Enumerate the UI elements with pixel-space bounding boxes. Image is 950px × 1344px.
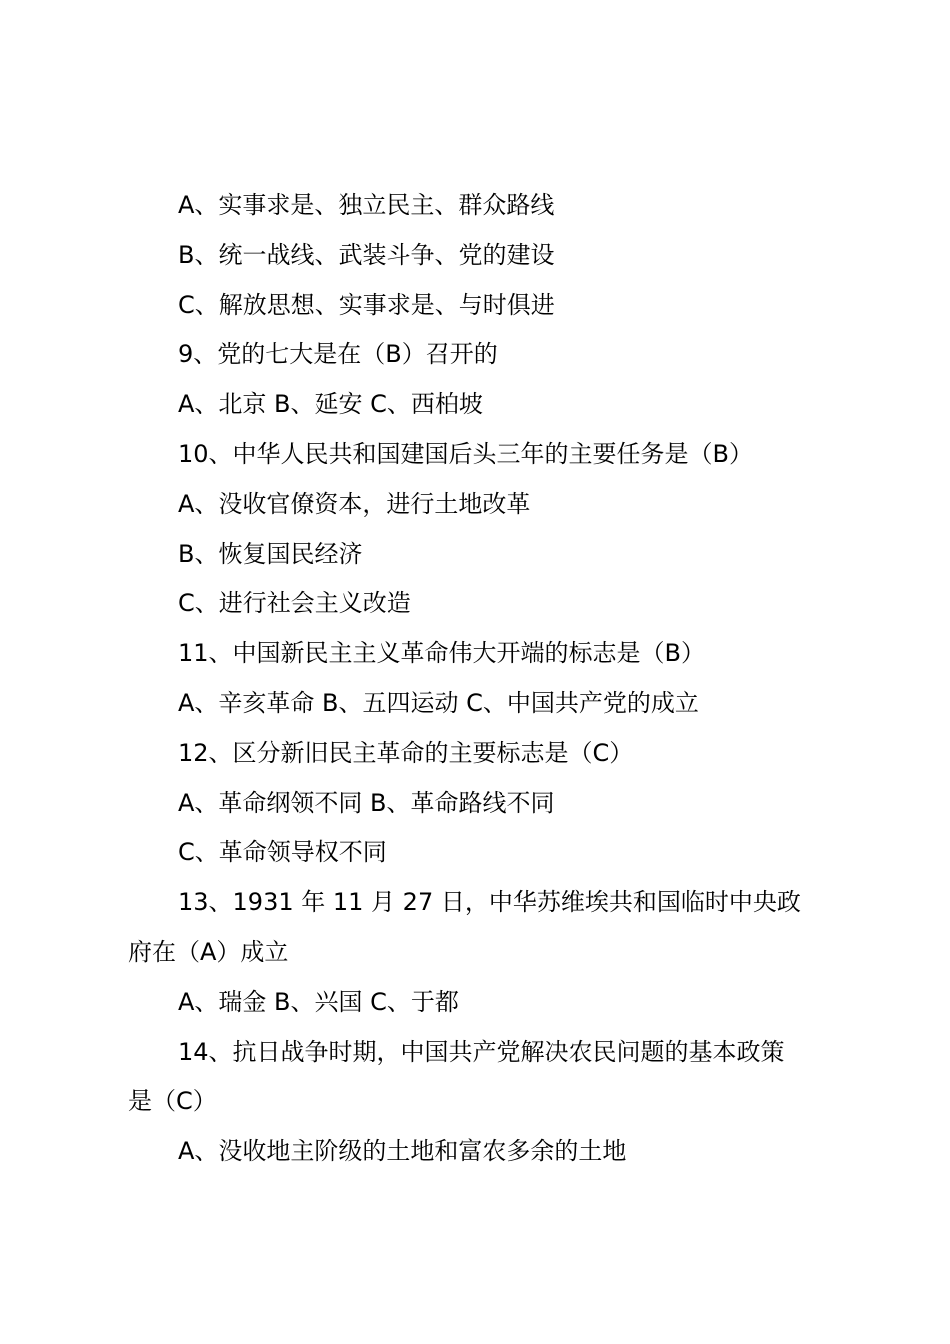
text-line: B、恢复国民经济 — [178, 539, 363, 568]
question-line: 12、区分新旧民主革命的主要标志是（C） — [178, 738, 634, 767]
question-line: 11、中国新民主主义革命伟大开端的标志是（B） — [178, 639, 706, 668]
question-line-continuation: 府在（A）成立 — [128, 937, 289, 966]
text-line: A、没收地主阶级的土地和富农多余的土地 — [178, 1137, 627, 1166]
text-line: A、辛亥革命 B、五四运动 C、中国共产党的成立 — [178, 688, 699, 717]
text-line: A、实事求是、独立民主、群众路线 — [178, 191, 555, 219]
text-line: A、没收官僚资本，进行土地改革 — [178, 489, 531, 518]
question-line: 10、中华人民共和国建国后头三年的主要任务是（B） — [178, 439, 754, 468]
text-line: C、进行社会主义改造 — [178, 589, 411, 618]
question-line: 14、抗日战争时期，中国共产党解决农民问题的基本政策 — [178, 1037, 785, 1066]
question-line: 13、1931 年 11 月 27 日，中华苏维埃共和国临时中央政 — [178, 888, 801, 917]
text-line: A、北京 B、延安 C、西柏坡 — [178, 390, 483, 419]
question-line-continuation: 是（C） — [128, 1087, 217, 1116]
text-line: C、解放思想、实事求是、与时俱进 — [178, 290, 555, 319]
text-line: A、瑞金 B、兴国 C、于都 — [178, 987, 459, 1016]
text-line: A、革命纲领不同 B、革命路线不同 — [178, 788, 555, 817]
text-body — [128, 181, 840, 1177]
question-line: 9、党的七大是在（B）召开的 — [178, 340, 498, 369]
text-line: C、革命领导权不同 — [178, 838, 387, 867]
text-line: B、统一战线、武装斗争、党的建设 — [178, 240, 555, 269]
